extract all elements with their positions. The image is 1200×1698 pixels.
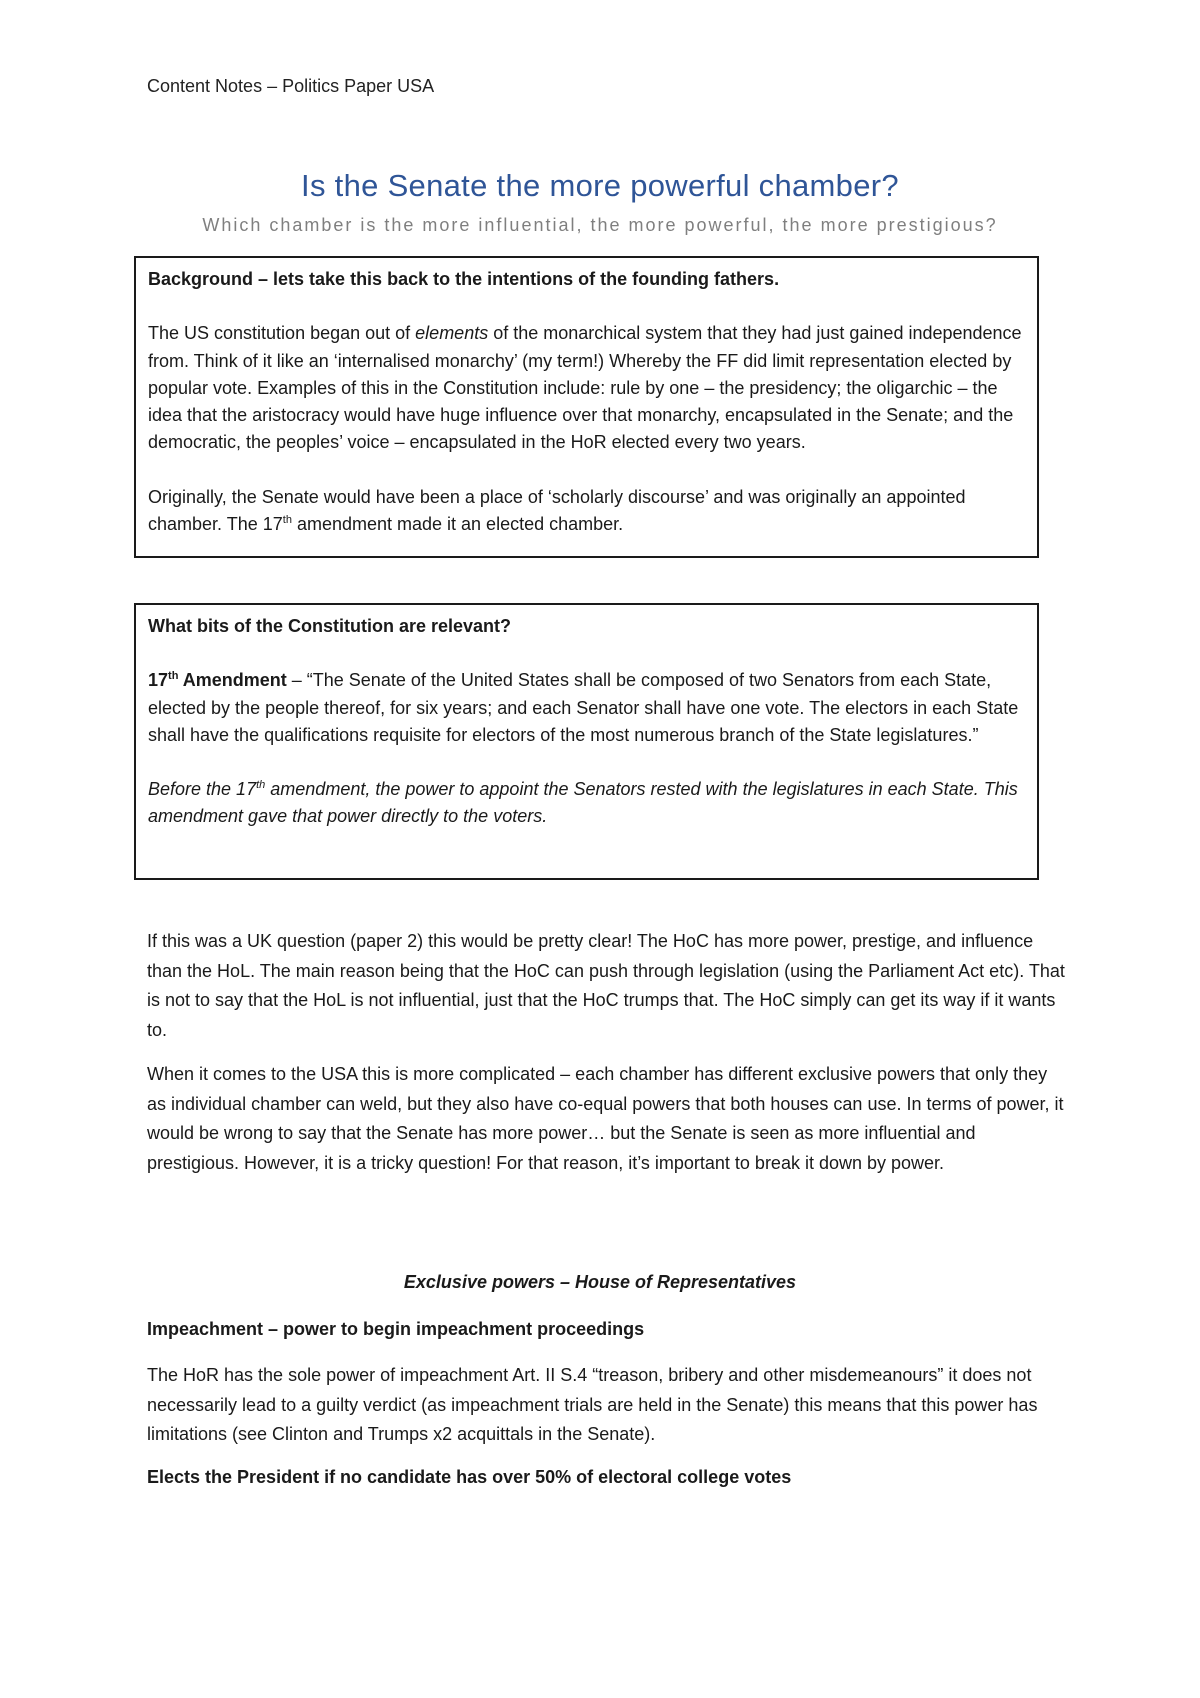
page-subtitle: Which chamber is the more influential, the more powerful, the more prestigious?	[202, 215, 998, 235]
usa-comparison-paragraph: When it comes to the USA this is more complicated – each chamber has different exclusive powers that only they as individual chamber can weld, but they also have co-equal powers that both houses can use. In terms of power, it would be wrong to say that the Senate has more power… but the Senate is seen as more influential and prestigious. However, it is a tricky question! For that reason, it’s important to break it down by power.	[147, 1064, 1064, 1173]
constitution-heading: What bits of the Constitution are relevant?	[148, 616, 512, 636]
amendment-paragraph: 17th Amendment – “The Senate of the United States shall be composed of two Senators from each State, elected by the people thereof, for six years; and each Senator shall have one vote. The electors in each State shall have the qualifications requisite for electors of the most numerous branch of the State legislatures.”	[148, 670, 1019, 745]
background-heading: Background – lets take this back to the intentions of the founding fathers.	[148, 269, 780, 289]
background-box	[134, 256, 1039, 558]
exclusive-powers-heading: Exclusive powers – House of Representatives	[403, 1272, 797, 1292]
elects-president-heading: Elects the President if no candidate has over 50% of electoral college votes	[147, 1467, 792, 1487]
amendment-note: Before the 17th amendment, the power to appoint the Senators rested with the legislatures in each State. This amendment gave that power directly to the voters.	[148, 779, 1018, 827]
uk-comparison-paragraph: If this was a UK question (paper 2) this would be pretty clear! The HoC has more power, prestige, and influence than the HoL. The main reason being that the HoC can push through legislation (using the Parliament Act etc). That is not to say that the HoL is not influential, just that the HoC trumps that. The HoC simply can get its way if it wants to.	[147, 931, 1065, 1040]
amendment-label: 17th Amendment	[148, 670, 287, 691]
constitution-box	[134, 603, 1039, 880]
page-title: Is the Senate the more powerful chamber?	[301, 168, 899, 203]
page-header: Content Notes – Politics Paper USA	[147, 76, 435, 96]
impeachment-heading: Impeachment – power to begin impeachment proceedings	[147, 1319, 645, 1339]
background-paragraph-1: The US constitution began out of elements of the monarchical system that they had just gained independence from. Think of it like an ‘internalised monarchy’ (my term!) Whereby the FF did limit representation elected by popular vote. Examples of this in the Constitution include: rule by one – the presidency; the oligarchic – the idea that the aristocracy would have huge influence over that monarchy, encapsulated in the Senate; and the democratic, the peoples’ voice – encapsulated in the HoR elected every two years.	[148, 323, 1022, 453]
background-paragraph-2: Originally, the Senate would have been a place of ‘scholarly discourse’ and was originally an appointed chamber. The 17th amendment made it an elected chamber.	[148, 486, 966, 535]
impeachment-paragraph: The HoR has the sole power of impeachment Art. II S.4 “treason, bribery and other misdemeanours” it does not necessarily lead to a guilty verdict (as impeachment trials are held in the Senate) this means that this power has limitations (see Clinton and Trumps x2 acquittals in the Senate).	[147, 1365, 1038, 1444]
